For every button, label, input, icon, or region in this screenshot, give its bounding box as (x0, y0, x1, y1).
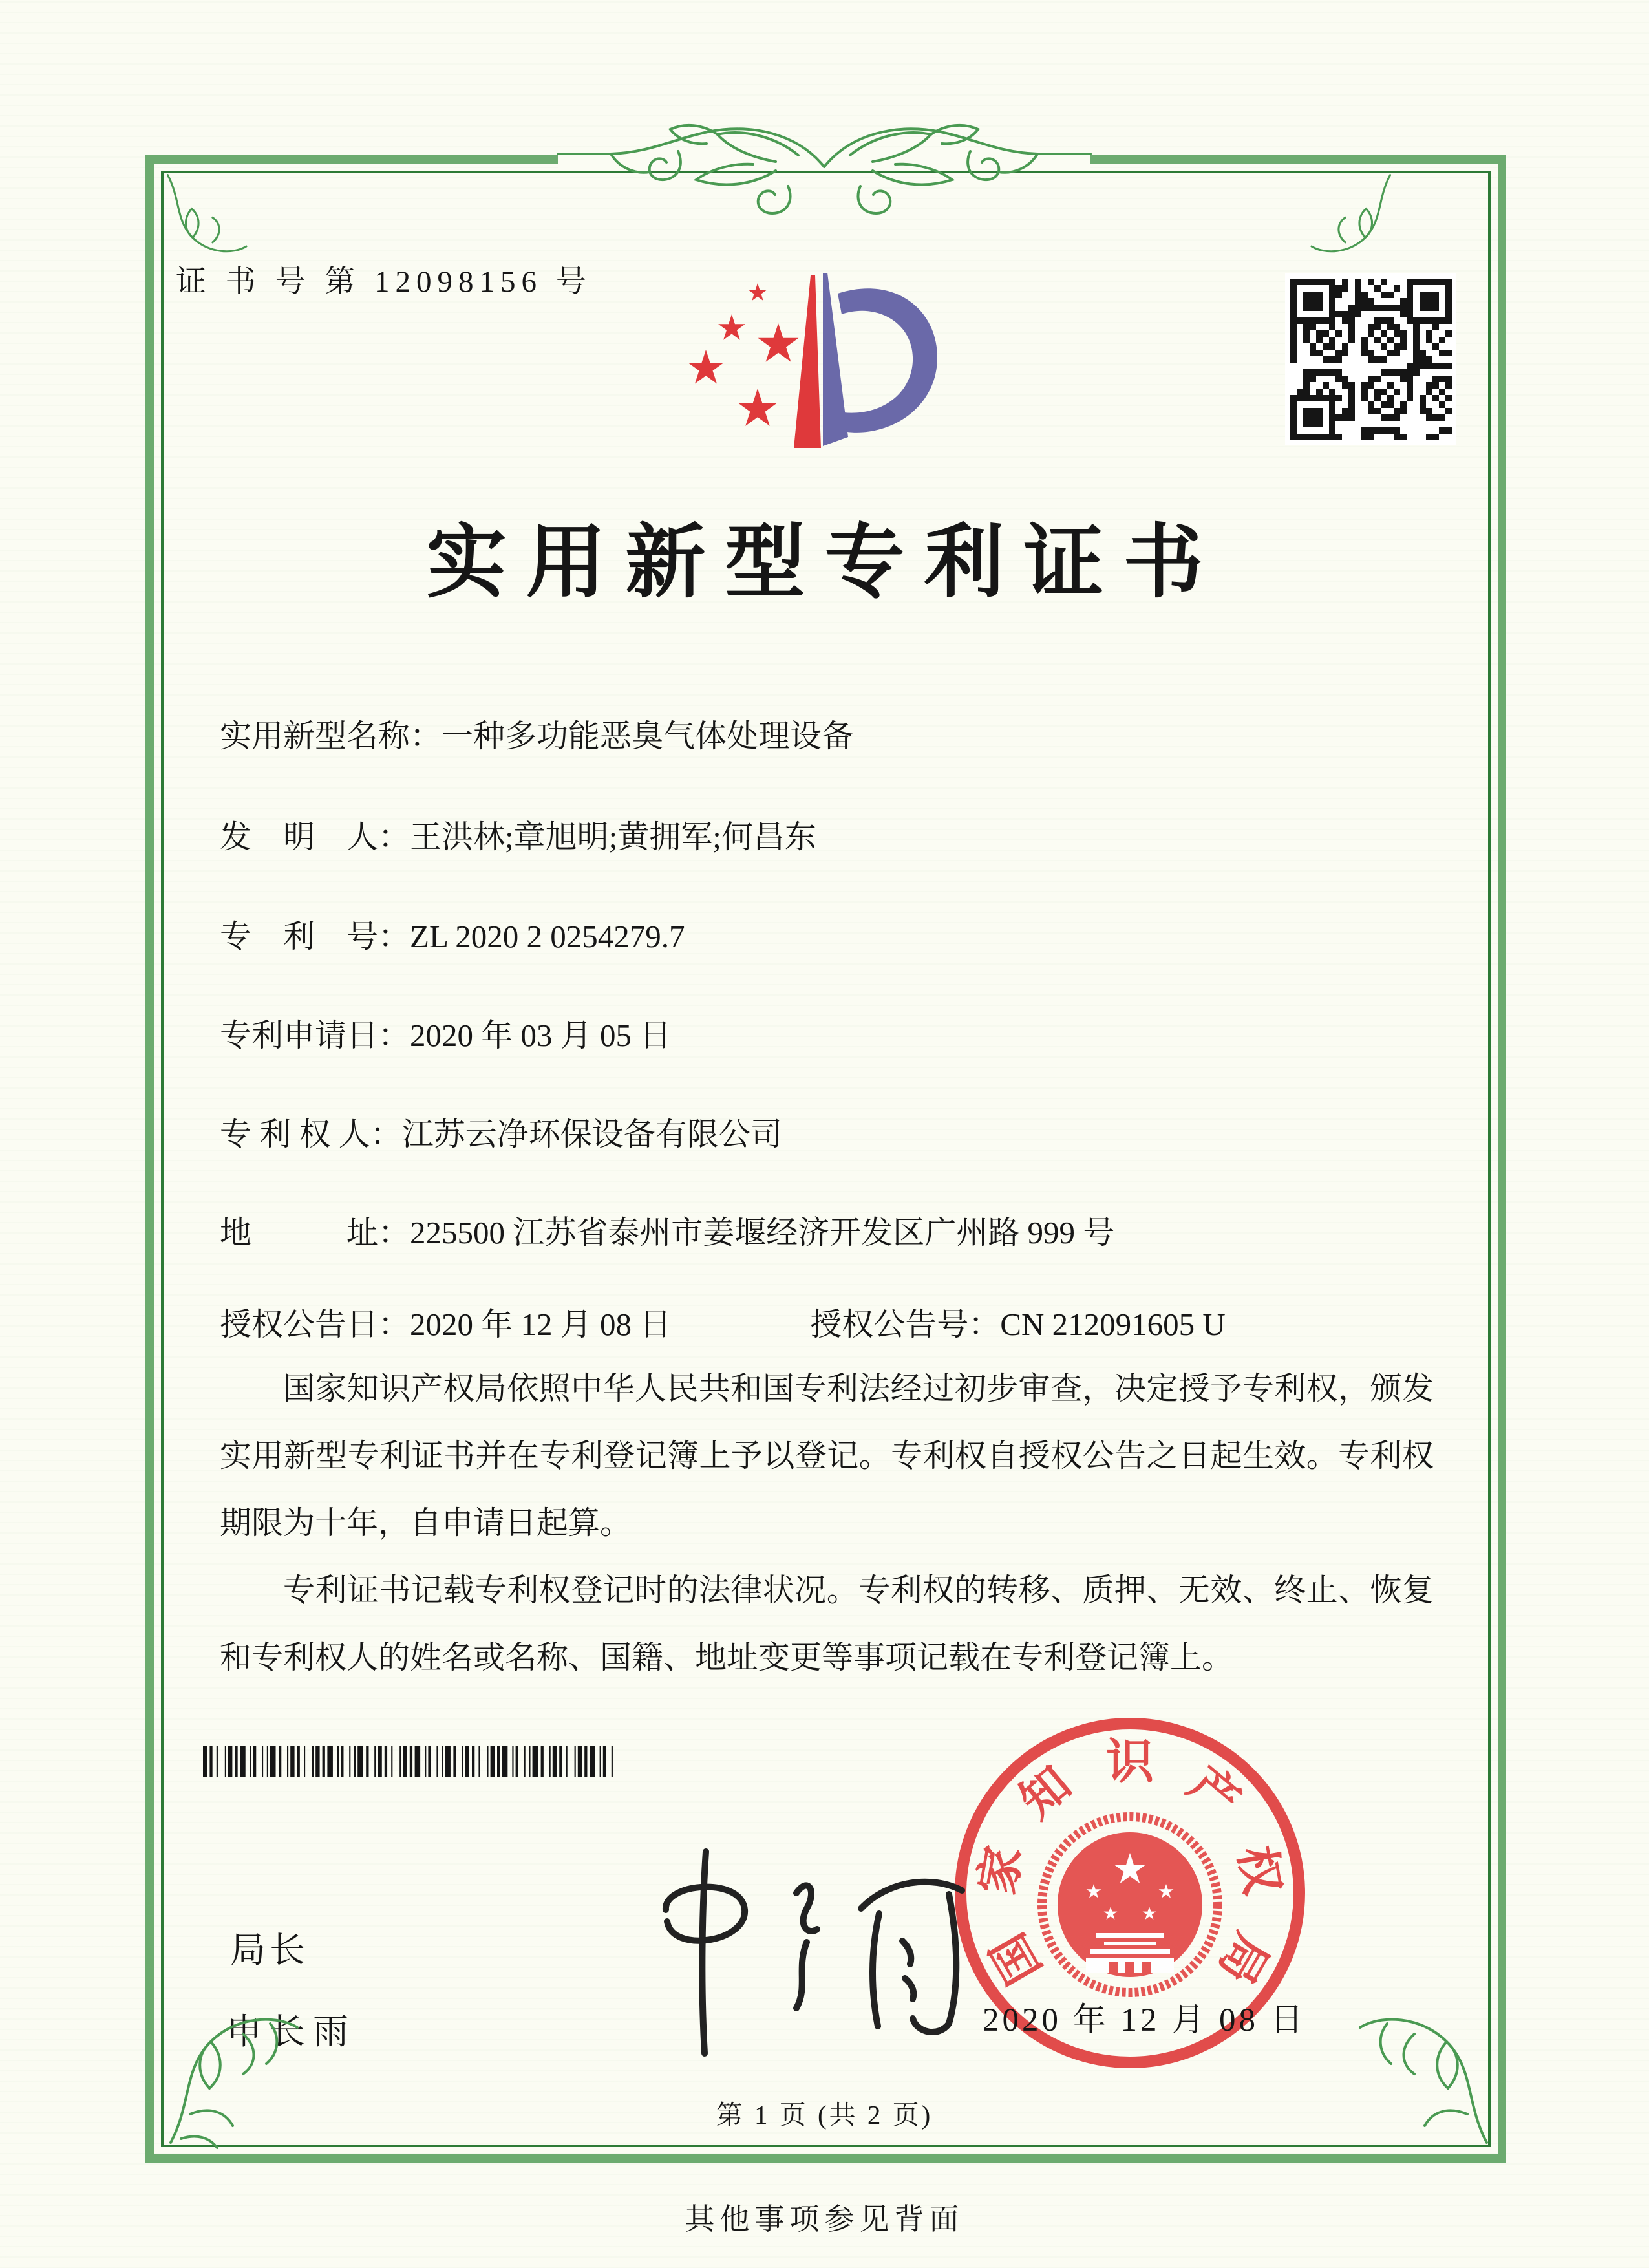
seal-char: 权 (1228, 1842, 1289, 1899)
seal-char: 家 (971, 1842, 1032, 1899)
field-label: 发 明 人： (220, 819, 410, 855)
commissioner-title: 局长 (230, 1931, 310, 1970)
seal-char: 局 (1207, 1924, 1278, 1993)
cnipa-patent-logo (680, 257, 939, 451)
field-value: 王洪林;章旭明;黄拥军;何昌东 (410, 819, 816, 855)
certificate-title: 实用新型专利证书 (426, 519, 1223, 607)
field-value: 225500 江苏省泰州市姜堰经济开发区广州路 999 号 (410, 1215, 1115, 1250)
grant-number-label: 授权公告号： (810, 1307, 1001, 1342)
seal-char: 国 (982, 1924, 1052, 1993)
commissioner-name: 申长雨 (226, 2012, 357, 2051)
field-label: 专 利 号： (220, 919, 410, 954)
field-value: 一种多功能恶臭气体处理设备 (442, 718, 854, 754)
field-utility-model-name (220, 711, 1448, 756)
field-grant-announcement (220, 1300, 1448, 1345)
field-inventors (220, 812, 1448, 857)
field-filing-date (220, 1011, 1448, 1056)
field-address (220, 1208, 1448, 1253)
field-value: ZL 2020 2 0254279.7 (410, 919, 685, 954)
field-value: 江苏云净环保设备有限公司 (401, 1117, 782, 1152)
grant-date-label: 授权公告日： (220, 1307, 410, 1342)
certificate-number: 证 书 号 第 12098156 号 (176, 265, 592, 299)
seal-char: 识 (1106, 1736, 1154, 1789)
field-patentee (220, 1109, 1448, 1155)
qr-code (1285, 273, 1456, 445)
legal-paragraph: 专利证书记载专利权登记时的法律状况。专利权的转移、质押、无效、终止、恢复和专利权人的姓名或名称、国籍、地址变更等事项记载在专利登记簿上。 (220, 1572, 1434, 1675)
seal-char: 知 (1010, 1757, 1081, 1829)
field-patent-number (220, 912, 1448, 957)
seal-date: 2020 年 12 月 08 日 (983, 2002, 1306, 2038)
green-corner-ornament (163, 1996, 312, 2152)
legal-paragraph: 国家知识产权局依照中华人民共和国专利法经过初步审查，决定授予专利权，颁发实用新型专利证书并在专利登记簿上予以登记。专利权自授权公告之日起生效。专利权期限为十年，自申请日起算。 (220, 1371, 1434, 1541)
seal-char: 产 (1178, 1757, 1250, 1829)
handwritten-signature (569, 1831, 983, 2070)
footer-note: 其他事项参见背面 (685, 2203, 964, 2236)
field-label: 专 利 权 人： (220, 1117, 402, 1152)
national-emblem (1042, 1817, 1218, 1993)
field-label: 实用新型名称： (220, 718, 442, 754)
grant-date-value: 2020 年 12 月 08 日 (410, 1307, 672, 1342)
grant-number-value: CN 212091605 U (1000, 1307, 1226, 1342)
field-label: 专利申请日： (220, 1018, 410, 1053)
legal-text (220, 1355, 1434, 1691)
green-scroll-ornament (546, 115, 1102, 226)
page-number: 第 1 页 (共 2 页) (716, 2100, 933, 2130)
field-label: 地 址： (220, 1215, 410, 1250)
green-corner-ornament (163, 169, 255, 266)
barcode (202, 1744, 615, 1778)
green-corner-ornament (1303, 169, 1395, 266)
green-corner-ornament (1346, 1996, 1495, 2152)
field-value: 2020 年 03 月 05 日 (410, 1018, 672, 1053)
